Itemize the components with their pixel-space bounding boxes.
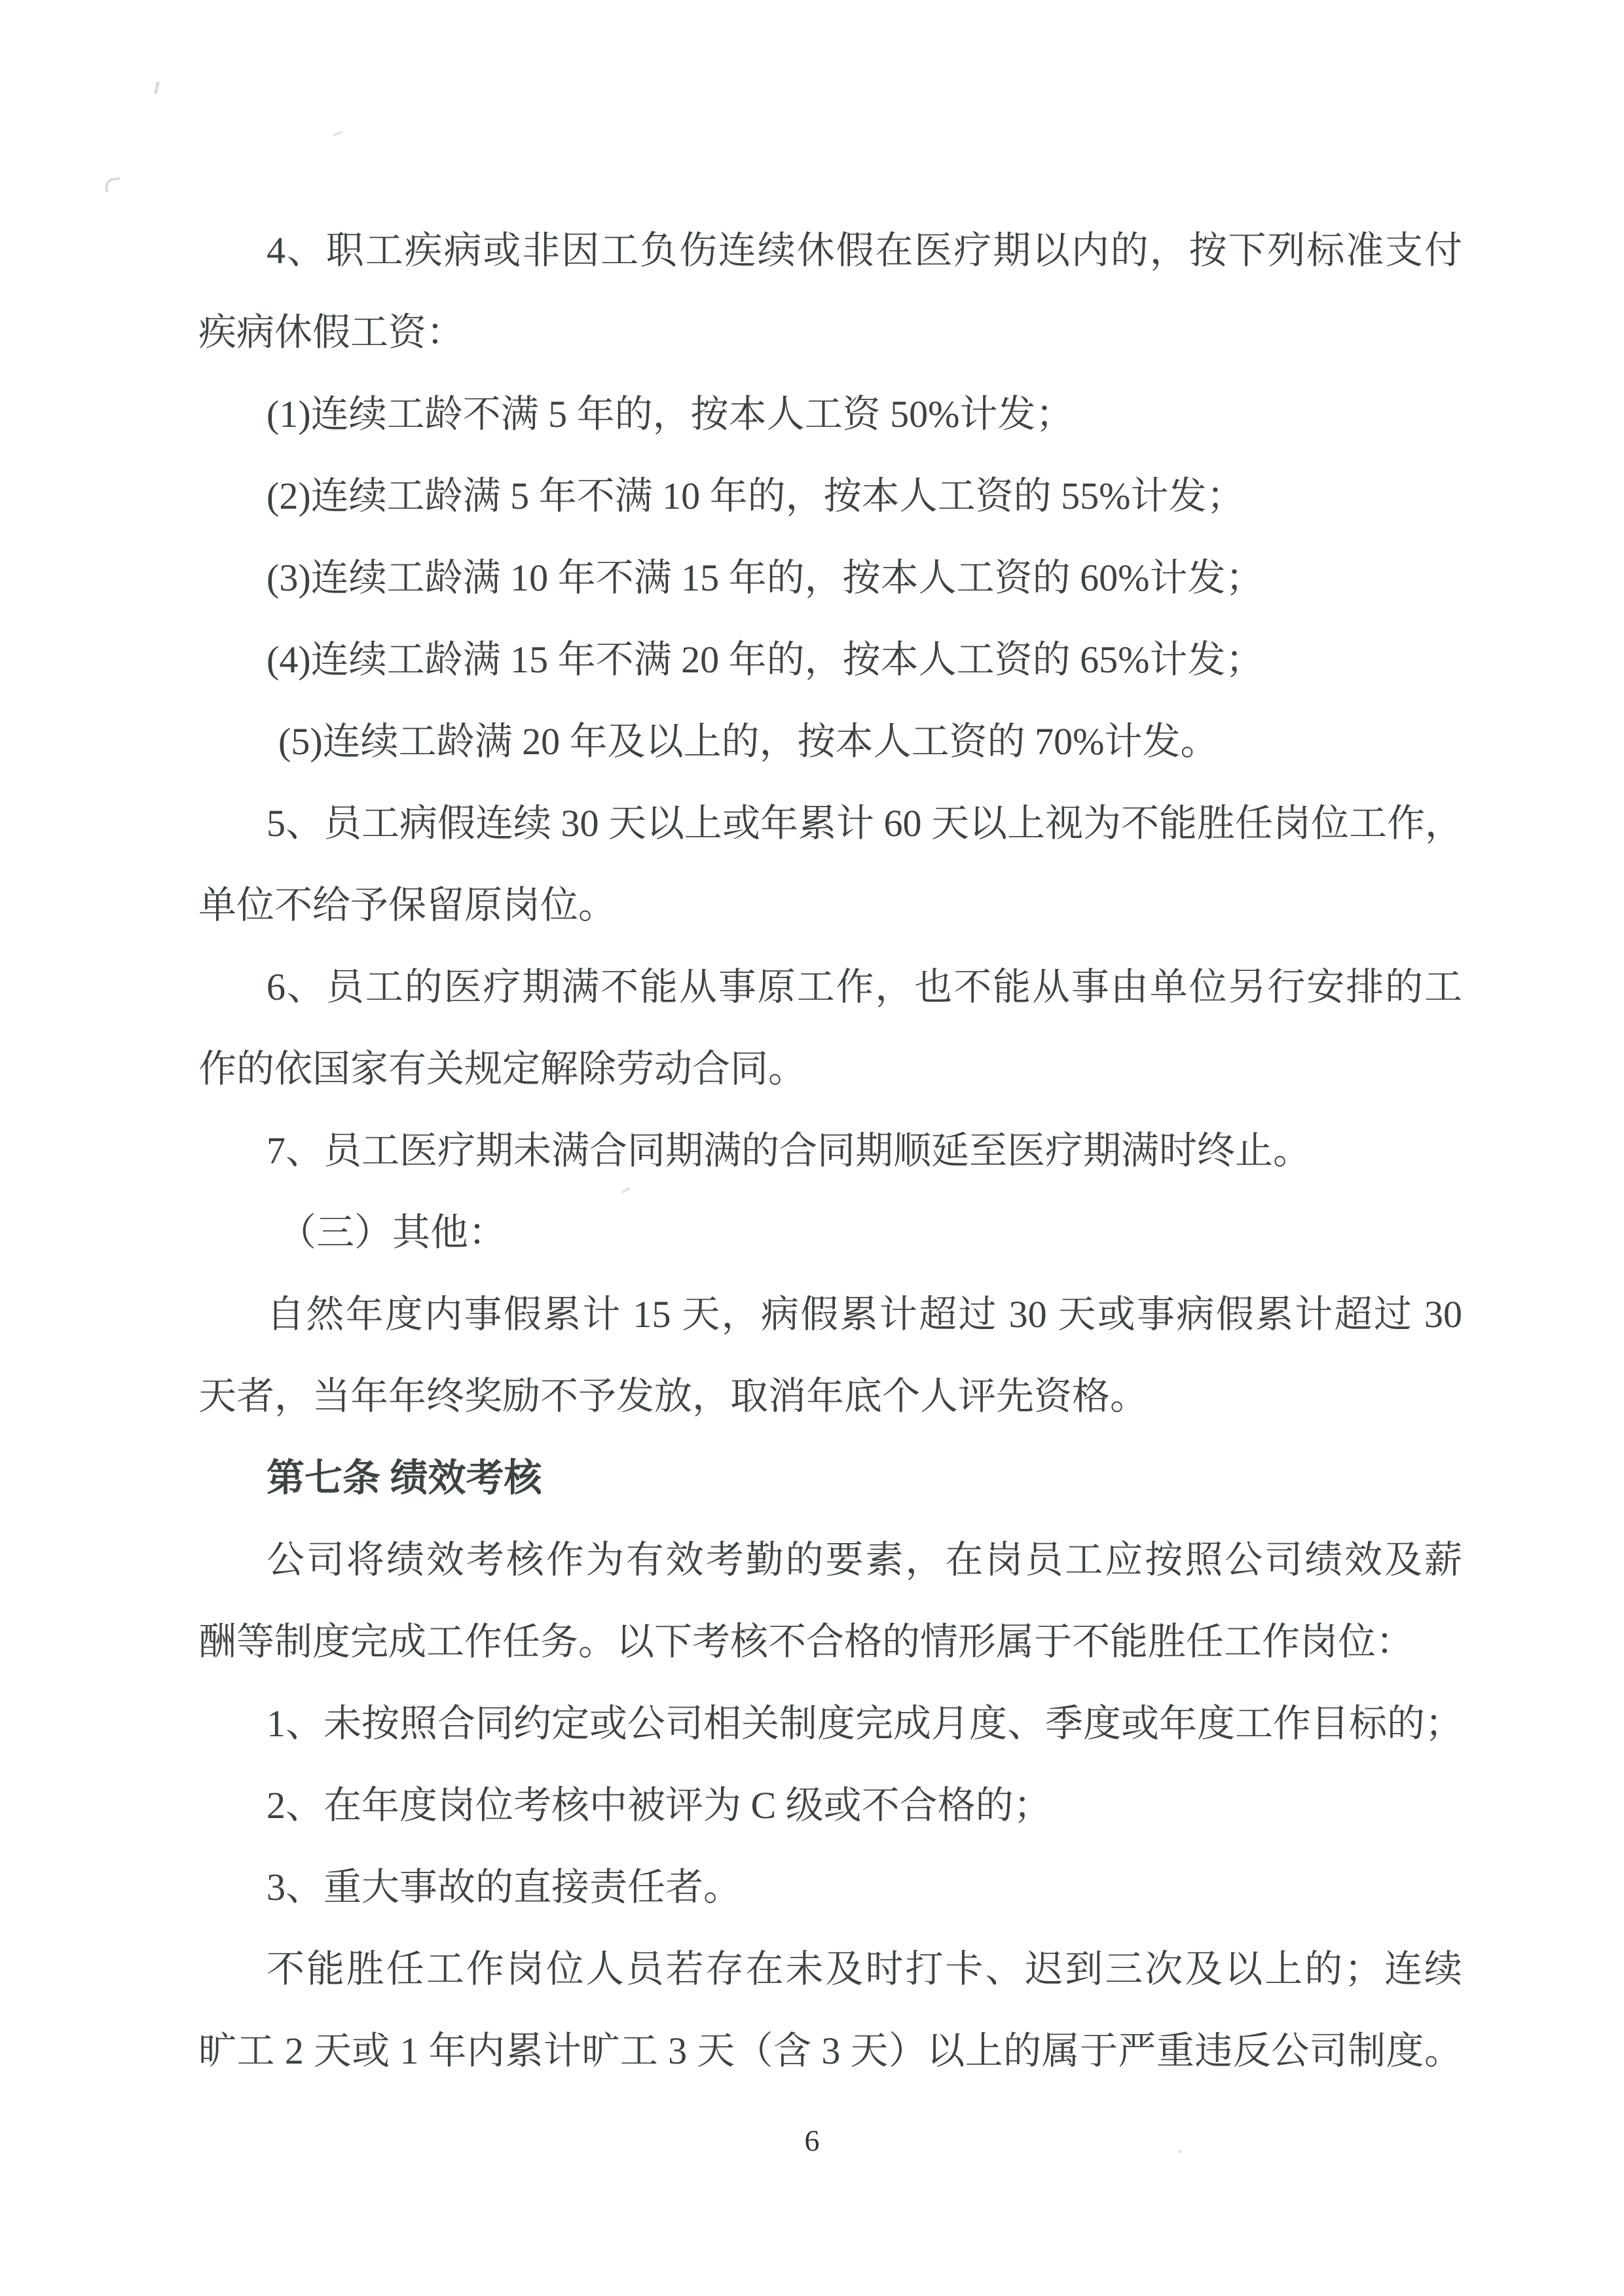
text-line: (1)连续工龄不满 5 年的，按本人工资 50%计发； bbox=[267, 393, 1074, 435]
scan-artifact bbox=[154, 81, 160, 95]
text-line: 6、员工的医疗期满不能从事原工作，也不能从事由单位另行安排的工 bbox=[267, 966, 1462, 1008]
text-line: 5、员工病假连续 30 天以上或年累计 60 天以上视为不能胜任岗位工作， bbox=[267, 802, 1464, 845]
text-line: 作的依国家有关规定解除劳动合同。 bbox=[198, 1048, 807, 1090]
scan-artifact bbox=[104, 177, 122, 192]
text-line: (5)连续工龄满 20 年及以上的，按本人工资的 70%计发。 bbox=[278, 720, 1219, 763]
page-number: 6 bbox=[804, 2124, 820, 2157]
text-line: 7、员工医疗期未满合同期满的合同期顺延至医疗期满时终止。 bbox=[267, 1129, 1312, 1172]
section-heading: 第七条 绩效考核 bbox=[267, 1457, 542, 1499]
text-line: 单位不给予保留原岗位。 bbox=[198, 884, 617, 926]
text-line: (3)连续工龄满 10 年不满 15 年的，按本人工资的 60%计发； bbox=[267, 556, 1264, 599]
text-line: （三）其他： bbox=[278, 1211, 507, 1254]
document-body bbox=[198, 210, 1462, 2092]
text-line: (4)连续工龄满 15 年不满 20 年的，按本人工资的 65%计发； bbox=[267, 638, 1264, 681]
text-line: (2)连续工龄满 5 年不满 10 年的，按本人工资的 55%计发； bbox=[267, 475, 1245, 517]
text-line: 不能胜任工作岗位人员若存在未及时打卡、迟到三次及以上的；连续 bbox=[267, 1948, 1462, 1990]
text-line: 天者，当年年终奖励不予发放，取消年底个人评先资格。 bbox=[198, 1375, 1149, 1417]
text-line: 3、重大事故的直接责任者。 bbox=[267, 1866, 742, 1908]
text-line: 自然年度内事假累计 15 天，病假累计超过 30 天或事病假累计超过 30 bbox=[267, 1293, 1462, 1336]
text-line: 旷工 2 天或 1 年内累计旷工 3 天（含 3 天）以上的属于严重违反公司制度。 bbox=[198, 2030, 1462, 2072]
scan-artifact bbox=[333, 131, 343, 137]
text-line: 酬等制度完成工作任务。以下考核不合格的情形属于不能胜任工作岗位： bbox=[198, 1620, 1414, 1663]
text-line: 1、未按照合同约定或公司相关制度完成月度、季度或年度工作目标的； bbox=[267, 1702, 1464, 1745]
text-line: 公司将绩效考核作为有效考勤的要素，在岗员工应按照公司绩效及薪 bbox=[267, 1539, 1462, 1581]
text-line: 4、职工疾病或非因工负伤连续休假在医疗期以内的，按下列标准支付 bbox=[267, 229, 1462, 272]
text-line: 2、在年度岗位考核中被评为 C 级或不合格的； bbox=[267, 1784, 1052, 1827]
text-line: 疾病休假工资： bbox=[198, 311, 465, 354]
